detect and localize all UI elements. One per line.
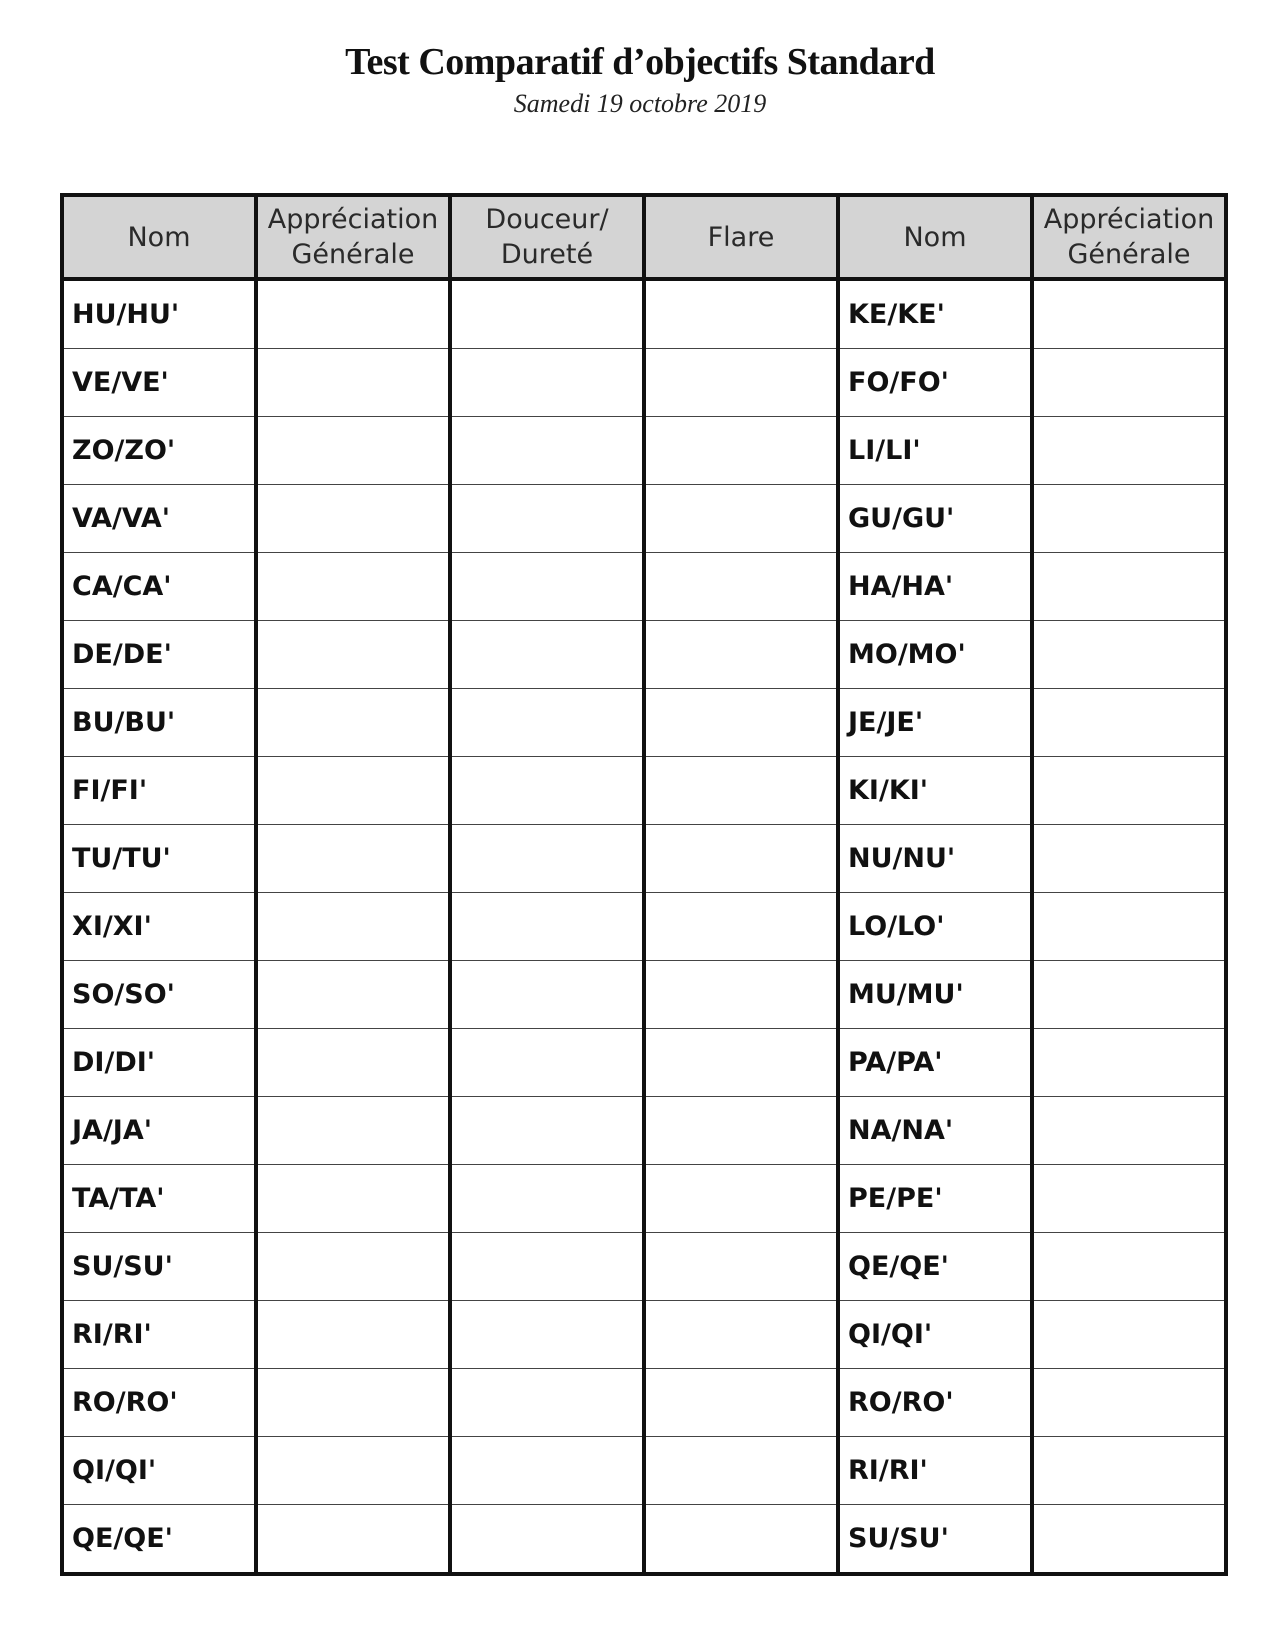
lens-name-right: JE/JE' xyxy=(838,689,1032,757)
appreciation-left-cell[interactable] xyxy=(256,279,450,349)
table-row xyxy=(62,825,1226,893)
appreciation-left-cell[interactable] xyxy=(256,1233,450,1301)
douceur-durete-cell[interactable] xyxy=(450,1369,644,1437)
table-row xyxy=(62,621,1226,689)
table-row xyxy=(62,417,1226,485)
table-row xyxy=(62,279,1226,349)
appreciation-left-cell[interactable] xyxy=(256,1369,450,1437)
douceur-durete-cell[interactable] xyxy=(450,417,644,485)
appreciation-right-cell[interactable] xyxy=(1032,1369,1226,1437)
table-row xyxy=(62,1097,1226,1165)
flare-cell[interactable] xyxy=(644,349,838,417)
appreciation-right-cell[interactable] xyxy=(1032,553,1226,621)
appreciation-left-cell[interactable] xyxy=(256,757,450,825)
lens-name-left: VA/VA' xyxy=(62,485,256,553)
lens-name-right: QI/QI' xyxy=(838,1301,1032,1369)
appreciation-left-cell[interactable] xyxy=(256,1097,450,1165)
lens-name-right: LI/LI' xyxy=(838,417,1032,485)
header-appreciation-right-line1: Appréciation xyxy=(1043,204,1215,235)
douceur-durete-cell[interactable] xyxy=(450,279,644,349)
lens-name-left: VE/VE' xyxy=(62,349,256,417)
document-title: Test Comparatif d’objectifs Standard xyxy=(345,41,935,83)
lens-name-right: FO/FO' xyxy=(838,349,1032,417)
comparison-table xyxy=(60,193,1228,1576)
appreciation-left-cell[interactable] xyxy=(256,961,450,1029)
appreciation-right-cell[interactable] xyxy=(1032,1029,1226,1097)
lens-name-left: SO/SO' xyxy=(62,961,256,1029)
appreciation-left-cell[interactable] xyxy=(256,1301,450,1369)
douceur-durete-cell[interactable] xyxy=(450,893,644,961)
douceur-durete-cell[interactable] xyxy=(450,1301,644,1369)
douceur-durete-cell[interactable] xyxy=(450,757,644,825)
lens-name-left: TU/TU' xyxy=(62,825,256,893)
flare-cell[interactable] xyxy=(644,485,838,553)
appreciation-right-cell[interactable] xyxy=(1032,417,1226,485)
douceur-durete-cell[interactable] xyxy=(450,825,644,893)
table-row xyxy=(62,1233,1226,1301)
table-row xyxy=(62,757,1226,825)
table-row xyxy=(62,349,1226,417)
lens-name-left: JA/JA' xyxy=(62,1097,256,1165)
lens-name-left: RO/RO' xyxy=(62,1369,256,1437)
appreciation-left-cell[interactable] xyxy=(256,485,450,553)
lens-name-left: QI/QI' xyxy=(62,1437,256,1505)
header-nom-right-label: Nom xyxy=(903,221,967,253)
appreciation-left-cell[interactable] xyxy=(256,689,450,757)
douceur-durete-cell[interactable] xyxy=(450,621,644,689)
lens-name-right: KI/KI' xyxy=(838,757,1032,825)
lens-name-right: NU/NU' xyxy=(838,825,1032,893)
header-douceur-line1: Douceur/ xyxy=(485,204,609,235)
flare-cell[interactable] xyxy=(644,1437,838,1505)
appreciation-left-cell[interactable] xyxy=(256,417,450,485)
appreciation-right-cell[interactable] xyxy=(1032,1301,1226,1369)
appreciation-right-cell[interactable] xyxy=(1032,825,1226,893)
appreciation-right-cell[interactable] xyxy=(1032,485,1226,553)
flare-cell[interactable] xyxy=(644,1505,838,1575)
lens-name-right: LO/LO' xyxy=(838,893,1032,961)
lens-name-right: NA/NA' xyxy=(838,1097,1032,1165)
flare-cell[interactable] xyxy=(644,1029,838,1097)
douceur-durete-cell[interactable] xyxy=(450,349,644,417)
flare-cell[interactable] xyxy=(644,893,838,961)
header-appreciation-left-line1: Appréciation xyxy=(267,204,439,235)
lens-name-left: RI/RI' xyxy=(62,1301,256,1369)
flare-cell[interactable] xyxy=(644,689,838,757)
douceur-durete-cell[interactable] xyxy=(450,1233,644,1301)
appreciation-left-cell[interactable] xyxy=(256,349,450,417)
lens-name-right: GU/GU' xyxy=(838,485,1032,553)
table-row xyxy=(62,485,1226,553)
appreciation-right-cell[interactable] xyxy=(1032,1505,1226,1575)
table-header xyxy=(62,195,1226,279)
douceur-durete-cell[interactable] xyxy=(450,689,644,757)
document-header xyxy=(0,38,1280,120)
flare-cell[interactable] xyxy=(644,825,838,893)
appreciation-left-cell[interactable] xyxy=(256,893,450,961)
header-row xyxy=(62,195,1226,279)
lens-name-left: HU/HU' xyxy=(62,279,256,349)
appreciation-right-cell[interactable] xyxy=(1032,1165,1226,1233)
flare-cell[interactable] xyxy=(644,553,838,621)
douceur-durete-cell[interactable] xyxy=(450,1165,644,1233)
lens-name-left: QE/QE' xyxy=(62,1505,256,1575)
douceur-durete-cell[interactable] xyxy=(450,553,644,621)
lens-name-right: SU/SU' xyxy=(838,1505,1032,1575)
lens-name-right: RO/RO' xyxy=(838,1369,1032,1437)
lens-name-left: CA/CA' xyxy=(62,553,256,621)
appreciation-right-cell[interactable] xyxy=(1032,689,1226,757)
lens-name-left: FI/FI' xyxy=(62,757,256,825)
table-row xyxy=(62,1369,1226,1437)
appreciation-right-cell[interactable] xyxy=(1032,1097,1226,1165)
table-row xyxy=(62,1029,1226,1097)
appreciation-left-cell[interactable] xyxy=(256,1029,450,1097)
flare-cell[interactable] xyxy=(644,417,838,485)
flare-cell[interactable] xyxy=(644,279,838,349)
appreciation-left-cell[interactable] xyxy=(256,825,450,893)
header-appreciation-right xyxy=(1032,195,1226,279)
lens-name-left: BU/BU' xyxy=(62,689,256,757)
appreciation-right-cell[interactable] xyxy=(1032,1233,1226,1301)
lens-name-right: QE/QE' xyxy=(838,1233,1032,1301)
douceur-durete-cell[interactable] xyxy=(450,485,644,553)
header-flare-label: Flare xyxy=(707,221,775,253)
lens-name-right: RI/RI' xyxy=(838,1437,1032,1505)
lens-name-left: ZO/ZO' xyxy=(62,417,256,485)
table-row xyxy=(62,961,1226,1029)
appreciation-left-cell[interactable] xyxy=(256,621,450,689)
table-row xyxy=(62,1505,1226,1575)
appreciation-left-cell[interactable] xyxy=(256,1505,450,1575)
douceur-durete-cell[interactable] xyxy=(450,1097,644,1165)
appreciation-right-cell[interactable] xyxy=(1032,279,1226,349)
table-row xyxy=(62,553,1226,621)
appreciation-right-cell[interactable] xyxy=(1032,621,1226,689)
lens-name-right: PE/PE' xyxy=(838,1165,1032,1233)
lens-name-left: DE/DE' xyxy=(62,621,256,689)
header-nom-left xyxy=(62,195,256,279)
flare-cell[interactable] xyxy=(644,1301,838,1369)
table-row xyxy=(62,1437,1226,1505)
douceur-durete-cell[interactable] xyxy=(450,1029,644,1097)
lens-name-left: SU/SU' xyxy=(62,1233,256,1301)
header-appreciation-right-line2: Générale xyxy=(1067,239,1191,270)
header-nom-left-label: Nom xyxy=(127,221,191,253)
table-row xyxy=(62,893,1226,961)
appreciation-left-cell[interactable] xyxy=(256,1165,450,1233)
lens-name-left: XI/XI' xyxy=(62,893,256,961)
table-row xyxy=(62,1301,1226,1369)
header-appreciation-left xyxy=(256,195,450,279)
flare-cell[interactable] xyxy=(644,1233,838,1301)
lens-name-right: HA/HA' xyxy=(838,553,1032,621)
flare-cell[interactable] xyxy=(644,1369,838,1437)
appreciation-left-cell[interactable] xyxy=(256,553,450,621)
lens-name-right: MU/MU' xyxy=(838,961,1032,1029)
table-body xyxy=(62,279,1226,1574)
header-douceur-line2: Dureté xyxy=(500,239,594,270)
flare-cell[interactable] xyxy=(644,1097,838,1165)
douceur-durete-cell[interactable] xyxy=(450,1437,644,1505)
appreciation-right-cell[interactable] xyxy=(1032,349,1226,417)
table-row xyxy=(62,1165,1226,1233)
appreciation-left-cell[interactable] xyxy=(256,1437,450,1505)
table-row xyxy=(62,689,1226,757)
header-nom-right xyxy=(838,195,1032,279)
appreciation-right-cell[interactable] xyxy=(1032,893,1226,961)
header-douceur-durete xyxy=(450,195,644,279)
header-appreciation-left-line2: Générale xyxy=(291,239,415,270)
lens-name-right: MO/MO' xyxy=(838,621,1032,689)
flare-cell[interactable] xyxy=(644,621,838,689)
document-date: Samedi 19 octobre 2019 xyxy=(513,89,767,118)
appreciation-right-cell[interactable] xyxy=(1032,1437,1226,1505)
flare-cell[interactable] xyxy=(644,757,838,825)
douceur-durete-cell[interactable] xyxy=(450,1505,644,1575)
flare-cell[interactable] xyxy=(644,1165,838,1233)
appreciation-right-cell[interactable] xyxy=(1032,757,1226,825)
flare-cell[interactable] xyxy=(644,961,838,1029)
lens-name-right: KE/KE' xyxy=(838,279,1032,349)
appreciation-right-cell[interactable] xyxy=(1032,961,1226,1029)
lens-name-left: TA/TA' xyxy=(62,1165,256,1233)
douceur-durete-cell[interactable] xyxy=(450,961,644,1029)
lens-name-left: DI/DI' xyxy=(62,1029,256,1097)
header-flare xyxy=(644,195,838,279)
lens-name-right: PA/PA' xyxy=(838,1029,1032,1097)
